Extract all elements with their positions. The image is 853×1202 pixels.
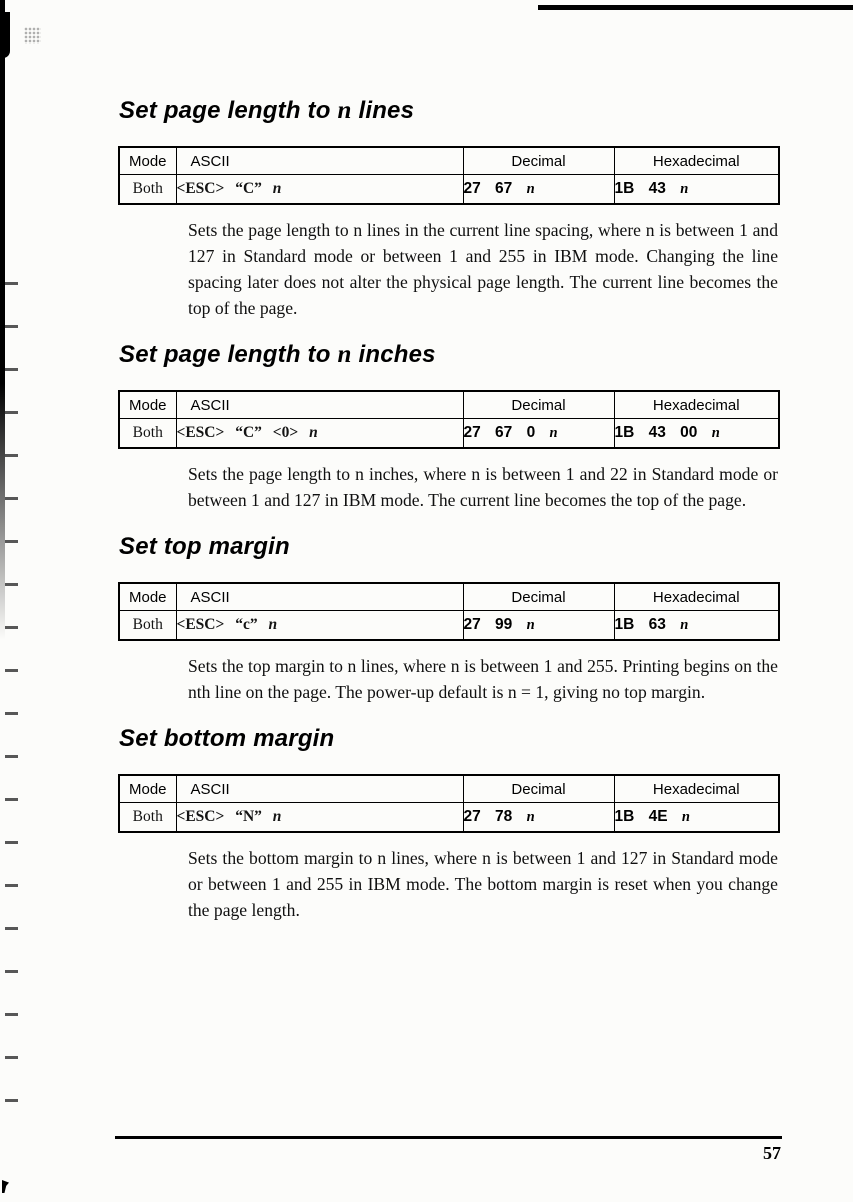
- table-header-row: [119, 147, 779, 175]
- heading-text: lines: [351, 97, 415, 124]
- table-row: [119, 611, 779, 641]
- heading-text: Set bottom margin: [119, 725, 335, 752]
- col-header-hexadecimal: Hexadecimal: [614, 147, 779, 175]
- col-header-mode: Mode: [119, 583, 176, 611]
- section-heading: [119, 97, 778, 124]
- command-table: [118, 582, 780, 641]
- cell-mode: Both: [119, 803, 176, 833]
- heading-text: Set page length to: [119, 97, 338, 124]
- command-table: [118, 774, 780, 833]
- col-header-decimal: Decimal: [463, 391, 614, 419]
- cell-decimal: 27 67 n: [463, 175, 614, 205]
- table-row: [119, 419, 779, 449]
- decimal-variable: n: [526, 617, 535, 633]
- heading-text: Set page length to: [119, 341, 338, 368]
- section-set-bottom-margin: [118, 725, 778, 923]
- table-row: [119, 175, 779, 205]
- heading-variable: n: [337, 341, 352, 368]
- ascii-variable: n: [309, 424, 318, 441]
- section-body: Sets the bottom margin to n lines, where n is between 1 and 127 in Standard mode or between 1 and 255 in IBM mode. The bottom margin is reset when you change the page length.: [188, 848, 778, 920]
- decimal-variable: n: [526, 181, 535, 197]
- col-header-hexadecimal: Hexadecimal: [614, 775, 779, 803]
- col-header-ascii: ASCII: [176, 775, 463, 803]
- cell-mode: Both: [119, 611, 176, 641]
- hex-variable: n: [681, 809, 690, 825]
- table-header-row: [119, 583, 779, 611]
- section-body: Sets the page length to n inches, where n is between 1 and 22 in Standard mode or between 1 and 127 in IBM mode. The current line becomes the top of the page.: [188, 464, 778, 510]
- cell-hexadecimal: 1B 63 n: [614, 611, 779, 641]
- ascii-variable: n: [272, 808, 282, 825]
- col-header-ascii: ASCII: [176, 391, 463, 419]
- cell-mode: Both: [119, 419, 176, 449]
- table-row: [119, 803, 779, 833]
- footer-rule: [115, 1136, 782, 1139]
- cell-ascii: <ESC> “N” n: [176, 803, 463, 833]
- cell-ascii: <ESC> “C” n: [176, 175, 463, 205]
- ascii-variable: n: [268, 616, 278, 633]
- heading-variable: n: [337, 97, 352, 124]
- col-header-decimal: Decimal: [463, 775, 614, 803]
- col-header-hexadecimal: Hexadecimal: [614, 583, 779, 611]
- hex-variable: n: [711, 425, 720, 441]
- scan-artifact-corner-mark: [2, 1180, 9, 1193]
- table-header-row: [119, 391, 779, 419]
- section-heading: [119, 341, 778, 368]
- decimal-variable: n: [526, 809, 535, 825]
- col-header-decimal: Decimal: [463, 147, 614, 175]
- heading-text: Set top margin: [119, 533, 290, 560]
- cell-decimal: 27 78 n: [463, 803, 614, 833]
- heading-text: inches: [351, 341, 436, 368]
- scan-artifact-margin-ticks: [5, 242, 18, 1122]
- cell-hexadecimal: 1B 4E n: [614, 803, 779, 833]
- section-set-page-length-lines: [118, 97, 778, 321]
- page-number: 57: [763, 1143, 781, 1163]
- command-table: [118, 146, 780, 205]
- page-content: [118, 97, 778, 943]
- cell-decimal: 27 99 n: [463, 611, 614, 641]
- cell-ascii: <ESC> “C” <0> n: [176, 419, 463, 449]
- ascii-variable: n: [272, 180, 282, 197]
- decimal-variable: n: [549, 425, 558, 441]
- scan-artifact-top-bar: [538, 5, 853, 10]
- col-header-ascii: ASCII: [176, 147, 463, 175]
- section-body: Sets the page length to n lines in the current line spacing, where n is between 1 and 127 in Standard mode or between 1 and 255 in IBM mode. Changing the line spacing later does not alter the physical page length. The current line becomes the top of the page.: [188, 220, 778, 318]
- col-header-mode: Mode: [119, 391, 176, 419]
- section-body: Sets the top margin to n lines, where n is between 1 and 255. Printing begins on the nth line on the page. The power-up default is n = 1, giving no top margin.: [188, 656, 778, 702]
- col-header-hexadecimal: Hexadecimal: [614, 391, 779, 419]
- hex-variable: n: [680, 617, 689, 633]
- col-header-mode: Mode: [119, 147, 176, 175]
- section-set-page-length-inches: [118, 341, 778, 513]
- section-heading: [119, 533, 778, 560]
- col-header-mode: Mode: [119, 775, 176, 803]
- cell-ascii: <ESC> “c” n: [176, 611, 463, 641]
- scan-artifact-smudge: [24, 27, 41, 44]
- scan-artifact-left-wedge: [0, 12, 10, 58]
- cell-decimal: 27 67 0 n: [463, 419, 614, 449]
- cell-hexadecimal: 1B 43 n: [614, 175, 779, 205]
- col-header-decimal: Decimal: [463, 583, 614, 611]
- cell-mode: Both: [119, 175, 176, 205]
- hex-variable: n: [680, 181, 689, 197]
- table-header-row: [119, 775, 779, 803]
- command-table: [118, 390, 780, 449]
- section-heading: [119, 725, 778, 752]
- cell-hexadecimal: 1B 43 00 n: [614, 419, 779, 449]
- section-set-top-margin: [118, 533, 778, 705]
- col-header-ascii: ASCII: [176, 583, 463, 611]
